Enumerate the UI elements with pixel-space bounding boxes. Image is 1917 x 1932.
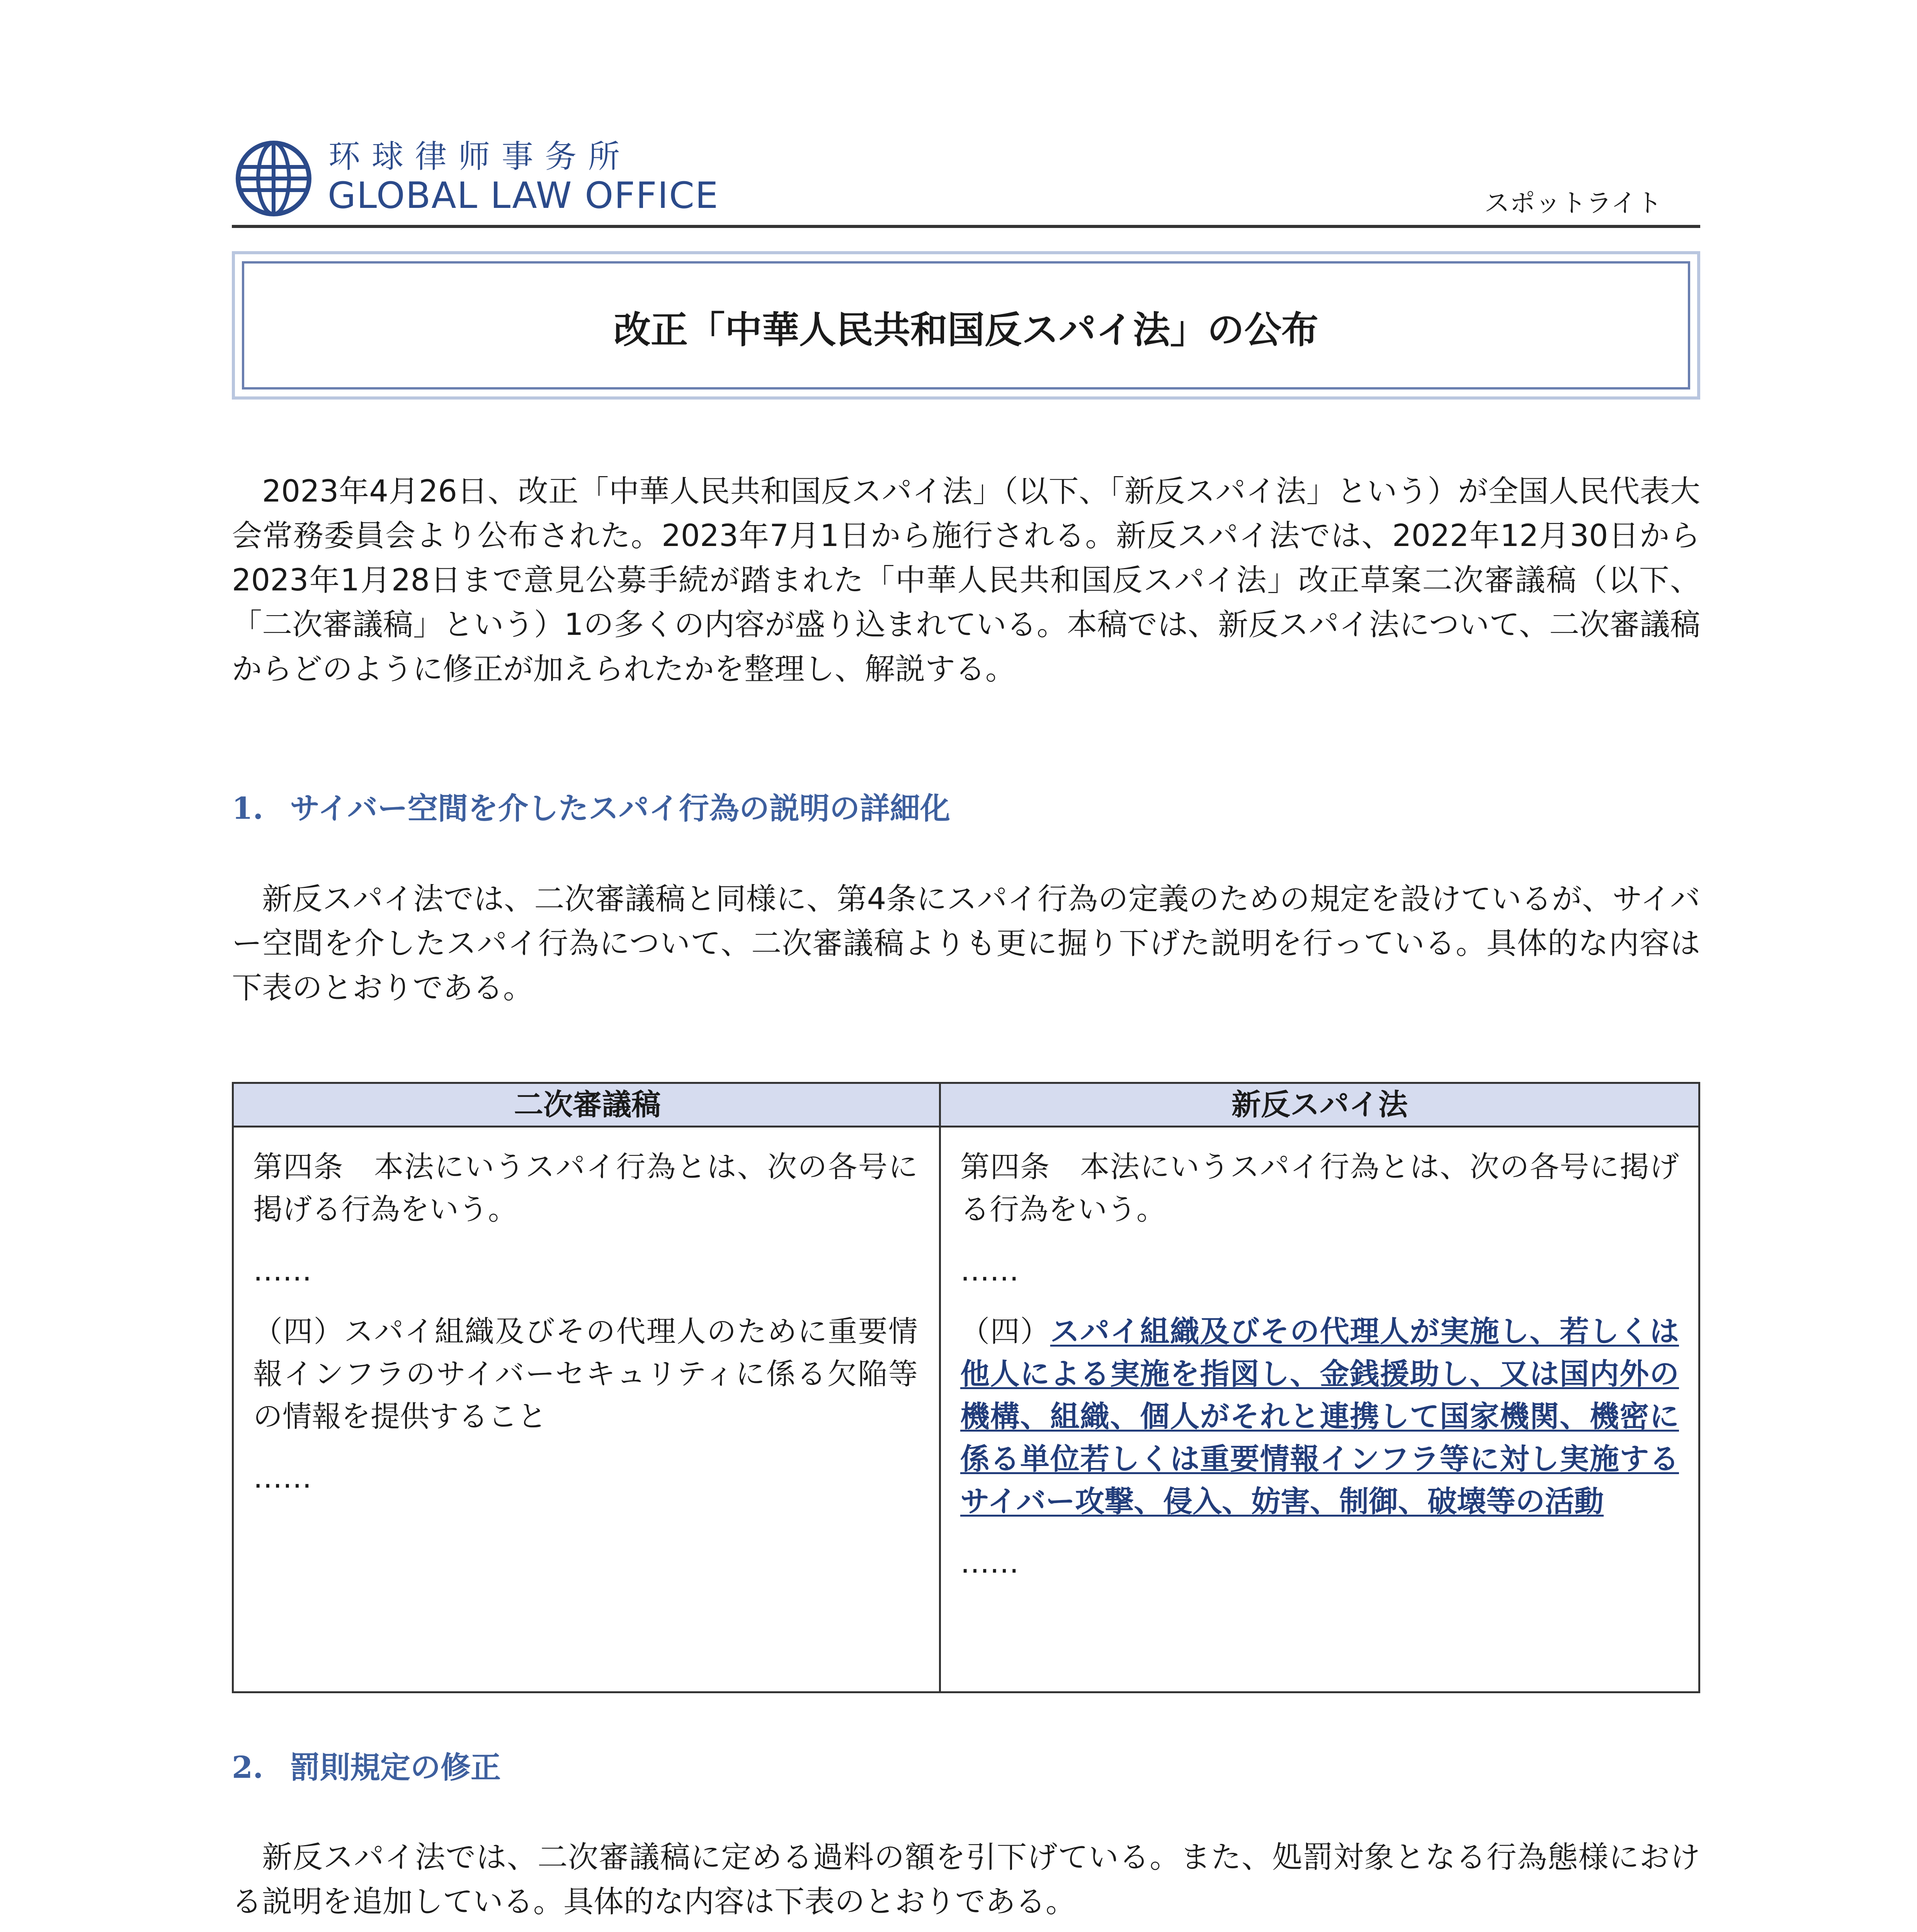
table1-right-cell: [960, 1146, 1679, 1584]
section1-number: 1.: [232, 791, 264, 826]
section1-title: サイバー空間を介したスパイ行為の説明の詳細化: [290, 791, 950, 826]
section1-heading: [232, 784, 950, 828]
logo-chinese-name: 环球律师事务所: [328, 138, 632, 175]
logo-english-name: GLOBAL LAW OFFICE: [328, 175, 719, 217]
table1-left-cell: [253, 1146, 918, 1499]
table1-left-item4: （四）スパイ組織及びその代理人のために重要情報インフラのサイバーセキュリティに係る欠陥等の情報を提供すること: [253, 1314, 918, 1434]
table1-left-ellipsis: ……: [253, 1253, 312, 1287]
comparison-table-1: [232, 1082, 1700, 1693]
section2-paragraph: 新反スパイ法では、二次審議稿に定める過料の額を引下げている。また、処罰対象となる行為態様における説明を追加している。具体的な内容は下表のとおりである。: [232, 1840, 1700, 1919]
table1-header-left: 二次審議稿: [514, 1087, 661, 1122]
section2-heading: [232, 1743, 501, 1787]
table1-left-article: 第四条 本法にいうスパイ行為とは、次の各号に掲げる行為をいう。: [253, 1150, 918, 1226]
table1-right-item4: [960, 1310, 1679, 1523]
table1-right-item4-prefix: （四）: [960, 1314, 1050, 1349]
globe-icon: [235, 140, 312, 217]
table1-header-right: 新反スパイ法: [1232, 1087, 1408, 1122]
table1-header: [234, 1084, 1698, 1128]
table1-column-divider: [939, 1084, 941, 1691]
table1-right-article: 第四条 本法にいうスパイ行為とは、次の各号に掲げる行為をいう。: [960, 1150, 1679, 1226]
page-title: 改正「中華人民共和国反スパイ法」の公布: [614, 308, 1318, 352]
intro-paragraph: 2023年4月26日、改正「中華人民共和国反スパイ法」（以下、「新反スパイ法」という）が全国人民代表大会常務委員会より公布された。2023年7月1日から施行される。新反スパイ法では、2022年12月30日から2023年1月28日まで意見公募手続が踏まれた「中華人民共和国反スパイ法」改正草案二次審議稿（以下、「二次審議稿」という）1の多くの内容が盛り込まれている。本稿では、新反スパイ法について、二次審議稿からどのように修正が加えられたかを整理し、解説する。: [232, 474, 1700, 687]
section2-title: 罰則規定の修正: [290, 1750, 501, 1785]
section2-number: 2.: [232, 1750, 264, 1785]
section-label: スポットライト: [1484, 188, 1662, 218]
header-divider: [232, 225, 1700, 228]
title-box: [232, 251, 1700, 400]
firm-logo: [235, 131, 719, 224]
table1-right-ellipsis: ……: [960, 1253, 1019, 1287]
table1-right-item4-amendment: スパイ組織及びその代理人が実施し、若しくは他人による実施を指図し、金銭援助し、又は国内外の機構、組織、個人がそれと連携して国家機関、機密に係る単位若しくは重要情報インフラ等に対し実施するサイバー攻撃、侵入、妨害、制御、破壊等の活動: [960, 1314, 1679, 1519]
table1-right-ellipsis-end: ……: [960, 1545, 1019, 1580]
table1-left-ellipsis-end: ……: [253, 1460, 312, 1495]
section1-paragraph: 新反スパイ法では、二次審議稿と同様に、第4条にスパイ行為の定義のための規定を設けているが、サイバー空間を介したスパイ行為について、二次審議稿よりも更に掘り下げた説明を行っている。具体的な内容は下表のとおりである。: [232, 882, 1700, 1005]
